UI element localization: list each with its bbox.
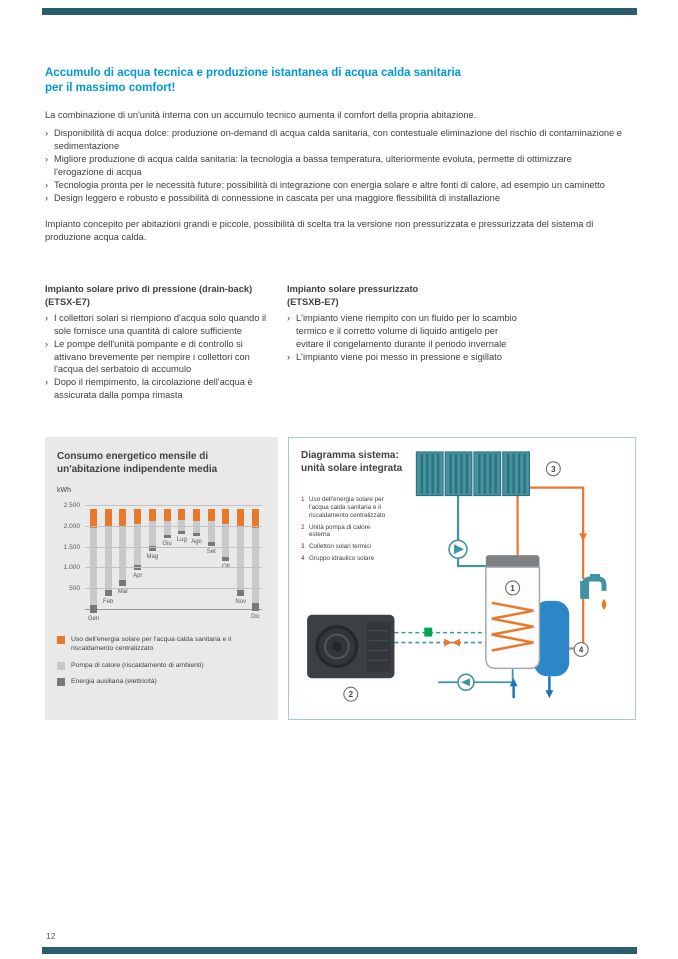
diagram-legend-number: 1 bbox=[301, 496, 305, 503]
bar-segment-bar_light bbox=[134, 524, 141, 566]
month-label: Ago bbox=[191, 539, 202, 546]
svg-text:3: 3 bbox=[551, 464, 556, 474]
water-drop-icon bbox=[602, 599, 606, 610]
bullet-item bbox=[45, 153, 623, 179]
legend-label: Pompa di calore (riscaldamento di ambienti) bbox=[71, 661, 204, 669]
diagram-callout-4 bbox=[574, 643, 588, 657]
month-label: Apr bbox=[132, 573, 143, 580]
y-tick-label: 1.000 bbox=[63, 564, 80, 572]
bar-segment-orange bbox=[237, 509, 244, 526]
stacked-bar bbox=[252, 509, 259, 611]
month-label: Set bbox=[206, 549, 216, 556]
bar-segment-bar_light bbox=[252, 528, 259, 603]
month-label: Giu bbox=[162, 541, 172, 548]
cold-water-arrow bbox=[545, 676, 553, 698]
bar-segment-bar_light bbox=[193, 521, 200, 533]
diagram-legend-number: 3 bbox=[301, 543, 305, 551]
bullet-item bbox=[287, 351, 519, 364]
pump-icon-lower bbox=[458, 674, 474, 690]
bullet-item bbox=[45, 312, 277, 338]
bar-segment-orange bbox=[149, 509, 156, 521]
y-tick-label: 500 bbox=[69, 585, 80, 593]
diagram-legend-number: 4 bbox=[301, 555, 305, 563]
bar-segment-orange bbox=[178, 509, 185, 520]
diagram-legend-item bbox=[301, 524, 389, 540]
diagram-legend-item bbox=[301, 555, 389, 563]
pump-icon bbox=[449, 540, 467, 558]
legend-label: Energia ausiliaria (elettricità) bbox=[71, 678, 157, 686]
column-left-model-code: (ETSX-E7) bbox=[45, 296, 90, 307]
page-title-line2: per il massimo comfort! bbox=[45, 82, 176, 95]
bottom-accent-bar bbox=[42, 947, 637, 954]
solar-hot-pipe-lower bbox=[569, 599, 583, 649]
bar-segment-bar_light bbox=[237, 526, 244, 590]
diagram-callout-1 bbox=[506, 581, 520, 595]
page-title-line1: Accumulo di acqua tecnica e produzione istantanea di acqua calda sanitaria bbox=[45, 67, 462, 79]
bar-segment-bar_light bbox=[90, 528, 97, 605]
diagram-title-line2: unità solare integrata bbox=[301, 463, 403, 474]
diagram-callout-2 bbox=[344, 687, 358, 701]
page-number: 12 bbox=[46, 931, 56, 941]
system-diagram-panel bbox=[288, 437, 636, 720]
bullet-text: Le pompe dell'unità pompante e di controllo si attivano brevemente per riempire i collettori con l'acqua del serbatoio di accumulo bbox=[54, 338, 250, 375]
column-right-title-line: Impianto solare pressurizzato bbox=[287, 284, 419, 294]
gridline bbox=[85, 567, 262, 568]
bar-segment-bar_light bbox=[222, 524, 229, 557]
stacked-bar bbox=[208, 509, 215, 546]
diagram-title bbox=[301, 449, 402, 475]
month-label: Mag bbox=[146, 553, 159, 560]
stacked-bar bbox=[222, 509, 229, 561]
bar-segment-orange bbox=[164, 509, 171, 521]
circulation-pipe bbox=[438, 668, 512, 682]
svg-text:4: 4 bbox=[578, 645, 584, 655]
column-left-title-line: Impianto solare privo di pressione (drain-back) bbox=[45, 284, 253, 294]
legend-swatch bbox=[57, 636, 65, 644]
gridline bbox=[85, 505, 262, 506]
bullet-marker: › bbox=[287, 351, 291, 362]
diagram-legend-text: Collettori solari termici bbox=[309, 543, 371, 551]
month-label: Feb bbox=[103, 599, 114, 606]
bullet-text: L'impianto viene riempito con un fluido per lo scambio termico e il corretto volume di liquido antigelo per evitare il congelamento durante il periodo invernale bbox=[296, 313, 517, 349]
month-label bbox=[222, 561, 230, 571]
bar-segment-bar_dark bbox=[90, 605, 97, 613]
y-tick-label: 2.000 bbox=[63, 522, 80, 530]
bar-segment-bar_dark bbox=[252, 603, 259, 611]
stacked-bar bbox=[105, 509, 112, 596]
stacked-bar bbox=[90, 509, 97, 613]
energy-chart-panel bbox=[45, 437, 278, 720]
legend-swatch bbox=[57, 662, 65, 670]
heat-pump-unit bbox=[307, 615, 394, 679]
bullet-marker: › bbox=[45, 154, 49, 165]
gridline bbox=[85, 588, 262, 589]
bar-segment-bar_light bbox=[105, 526, 112, 590]
intro-section bbox=[45, 109, 623, 244]
column-right-bullet-list bbox=[287, 312, 519, 363]
bullet-text: Dopo il riempimento, la circolazione dell'acqua è assicurata dalla pompa rimasta bbox=[54, 377, 253, 401]
bullet-marker: › bbox=[45, 338, 49, 349]
bullet-item bbox=[287, 312, 519, 350]
column-left-bullet-list bbox=[45, 312, 277, 402]
pipe-joint bbox=[424, 628, 432, 637]
svg-text:2: 2 bbox=[348, 690, 354, 700]
bar-segment-bar_light bbox=[208, 521, 215, 542]
column-drain-back bbox=[45, 283, 287, 402]
bullet-marker: › bbox=[45, 313, 49, 324]
chart-legend bbox=[57, 636, 266, 687]
svg-text:1: 1 bbox=[510, 583, 515, 593]
y-tick-label: 2.500 bbox=[63, 502, 80, 509]
top-accent-bar bbox=[42, 8, 637, 15]
intro-lead: La combinazione di un'unità interna con un accumulo tecnico aumenta il comfort della propria abitazione. bbox=[45, 110, 477, 120]
stacked-bar bbox=[193, 509, 200, 536]
legend-item bbox=[57, 678, 266, 687]
stacked-bar bbox=[134, 509, 141, 570]
diagram-legend-item bbox=[301, 543, 389, 551]
bullet-item bbox=[45, 127, 623, 153]
solar-return-pipe-lower bbox=[458, 558, 486, 566]
month-label: Mar bbox=[117, 588, 129, 595]
legend-item bbox=[57, 662, 266, 671]
intro-closing: Impianto concepito per abitazioni grandi e piccole, possibilità di scelta tra la versione non pressurizzata e pressurizzata del sistema di produzione acqua calda. bbox=[45, 219, 594, 243]
valve-left-half bbox=[444, 639, 452, 647]
flow-arrow-down bbox=[579, 533, 587, 541]
bar-segment-orange bbox=[134, 509, 141, 524]
solar-collectors bbox=[416, 452, 529, 496]
bullet-text: Design leggero e robusto e possibilità di connessione in cascata per una maggiore flessibilità di installazione bbox=[54, 193, 500, 204]
page-title bbox=[45, 66, 620, 96]
bar-segment-bar_light bbox=[119, 526, 126, 580]
month-label: Lug bbox=[176, 536, 187, 543]
system-diagram-illustration bbox=[289, 438, 635, 719]
bullet-item bbox=[45, 179, 623, 192]
bullet-item bbox=[45, 376, 277, 402]
gridline bbox=[85, 547, 262, 548]
legend-swatch bbox=[57, 678, 65, 686]
diagram-callout-3 bbox=[546, 462, 560, 476]
diagram-legend-text: Unità pompa di calore esterna bbox=[309, 523, 371, 539]
diagram-legend bbox=[301, 496, 389, 563]
diagram-legend-text: Gruppo idraulico solare bbox=[309, 555, 375, 563]
bullet-marker: › bbox=[45, 128, 49, 139]
bullet-marker: › bbox=[287, 313, 291, 324]
stacked-bar bbox=[178, 509, 185, 534]
bullet-marker: › bbox=[45, 377, 49, 388]
column-right-title bbox=[287, 283, 542, 308]
stacked-bar bbox=[149, 509, 156, 551]
bar-segment-bar_light bbox=[164, 521, 171, 536]
bar-segment-orange bbox=[119, 509, 126, 526]
bar-segment-orange bbox=[222, 509, 229, 524]
stacked-bar bbox=[164, 509, 171, 538]
legend-label: Uso dell'energia solare per l'acqua calda sanitaria e il riscaldamento centralizzato bbox=[71, 636, 232, 652]
diagram-legend-item bbox=[301, 496, 389, 520]
month-label: Nov bbox=[235, 599, 247, 606]
chart-title: Consumo energetico mensile di un'abitazione indipendente media bbox=[57, 451, 218, 475]
bar-chart-plot-area bbox=[63, 498, 262, 622]
bar-segment-orange bbox=[193, 509, 200, 521]
diagram-title-line1: Diagramma sistema: bbox=[301, 450, 399, 461]
bullet-item bbox=[45, 338, 277, 376]
bar-segment-orange bbox=[208, 509, 215, 521]
column-right-model-code: (ETSXB-E7) bbox=[287, 296, 339, 307]
bar-segment-orange bbox=[105, 509, 112, 526]
column-left-title bbox=[45, 283, 287, 308]
legend-item bbox=[57, 636, 266, 654]
bullet-text: Tecnologia pronta per le necessità future: possibilità di integrazione con energia solare e altre fonti di calore, ad esempio un caminetto bbox=[54, 180, 605, 191]
bullet-marker: › bbox=[45, 180, 49, 191]
diagram-legend-text: Uso dell'energia solare per l'acqua calda sanitaria e il riscaldamento centralizzato bbox=[309, 496, 386, 519]
bullet-text: Migliore produzione di acqua calda sanitaria: la tecnologia a bassa temperatura, ulteriormente evoluta, permette di ottimizzare l'erogazione di acqua bbox=[54, 154, 572, 178]
diagram-legend-number: 2 bbox=[301, 523, 305, 531]
y-tick-label: 1.500 bbox=[63, 543, 80, 551]
month-label: Dic bbox=[251, 613, 260, 620]
storage-tank bbox=[486, 555, 540, 668]
inlet-water-arrow bbox=[510, 678, 518, 698]
bullet-text: L'impianto viene poi messo in pressione e sigillato bbox=[296, 351, 502, 362]
valve-right-half bbox=[452, 639, 460, 647]
bullet-text: I collettori solari si riempiono d'acqua solo quando il sole fornisce una quantità di calore sufficiente bbox=[54, 313, 267, 336]
bullet-text: Disponibilità di acqua dolce: produzione on-demand di acqua calda sanitaria, con contestuale eliminazione del rischio di contaminazione e sedimentazione bbox=[54, 128, 622, 152]
column-pressurized bbox=[287, 283, 542, 402]
bullet-item bbox=[45, 192, 623, 205]
intro-bullet-list bbox=[45, 127, 623, 205]
bullet-marker: › bbox=[45, 193, 49, 204]
month-label: Gen bbox=[87, 616, 100, 622]
gridline bbox=[85, 526, 262, 527]
stacked-bar bbox=[237, 509, 244, 596]
two-column-section bbox=[45, 283, 542, 402]
chart-y-axis-unit: kWh bbox=[57, 487, 71, 494]
